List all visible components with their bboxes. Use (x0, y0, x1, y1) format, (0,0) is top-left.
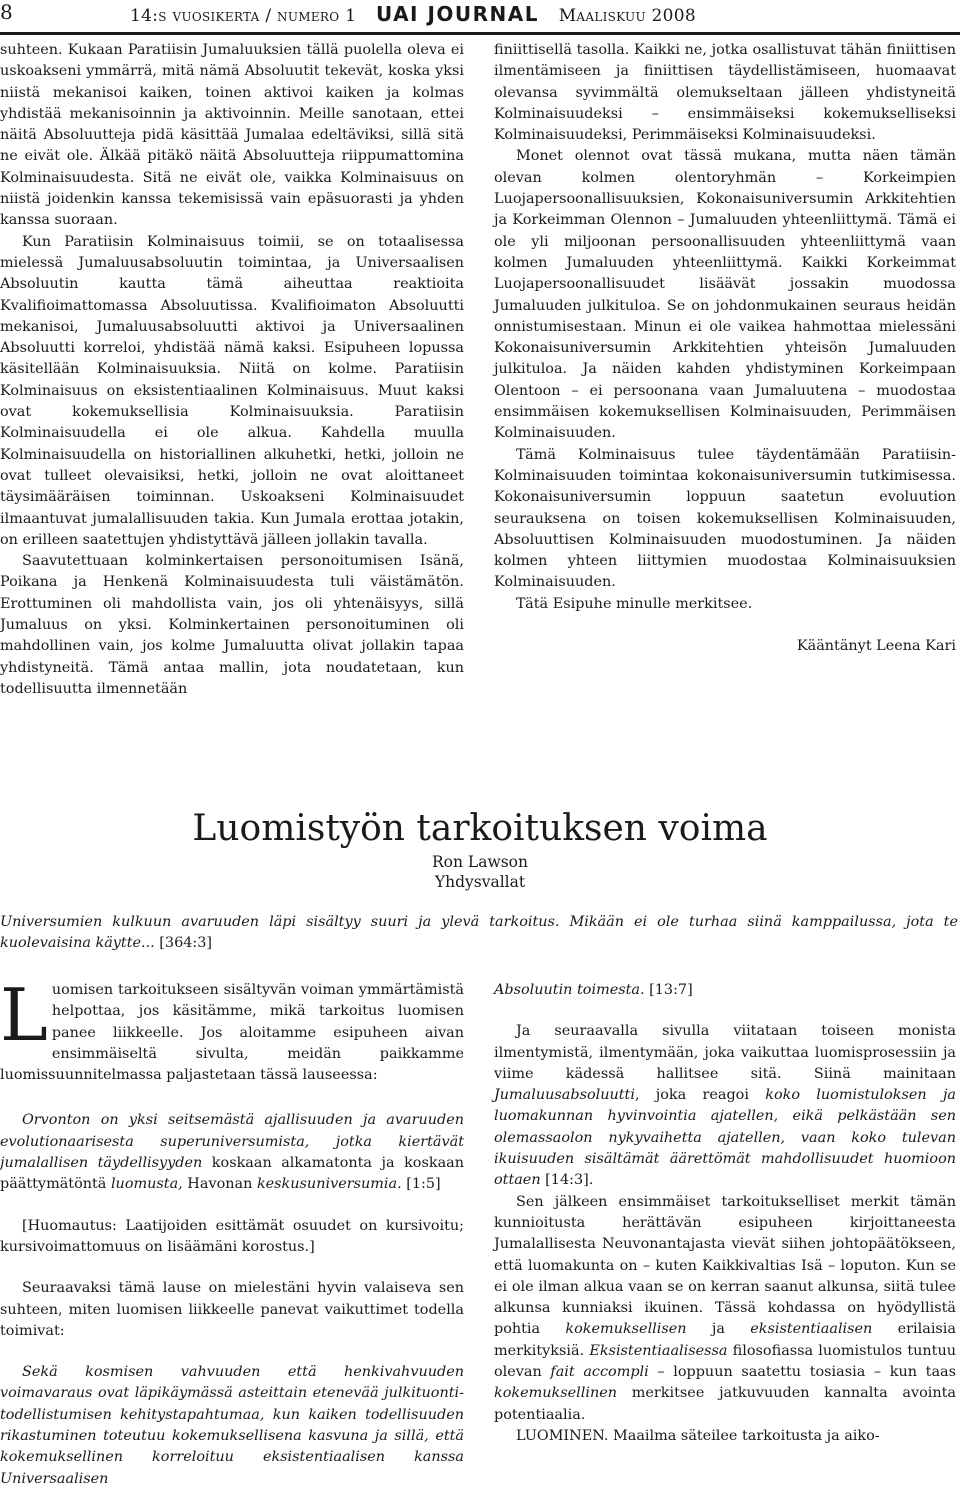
italic-run: kokemuksellisen (565, 1321, 687, 1338)
epigraph-ref: [364:3] (154, 935, 213, 951)
paragraph-creation (494, 1192, 956, 1426)
left-paragraph: Kun Paratiisin Kolminaisuus toimii, se on totaalisessa mielessä Jumaluusabsoluutin toimintaa, ja Universaalisen Absoluutin kautta tämä aiheuttaa reaktioita Kvalifioimattomassa Absoluutissa. Kvalifioimaton Absoluutti mekanisoi, Jumaluusabsoluutti aktivoi ja Universaalinen Absoluutti korreloi, yhdistää nämä kaksi. Esipuheen lopussa käsitellään Kolminaisuuksia. Niitä on kolme. Paratiisin Kolminaisuus on eksistentiaalinen Kolminaisuus. Muut kaksi ovat kokemuksellisia Kolminaisuuksia. Paratiisin Kolminaisuudella ei ole alkua. Kahdella muulla Kolminaisuudella on historiallinen alkuhetki, hetki, jolloin ne ovat tulleet olevaisiksi, hetki, jolloin ne ovat aloittaneet täysimääräisen toiminnan. Uskoakseni Kolminaisuudet ilmaantuvat jumalallisuuden takia. Kun Jumala erottaa jotakin, on erilleen saatettujen yhdistyttävä jälleen jollakin tavalla. (0, 233, 464, 548)
text-run: merkitsee jatkuvuuden kannalta avointa potentiaalia. (494, 1385, 956, 1423)
italic-run: kokemuksellinen (494, 1385, 618, 1402)
article-author: Ron Lawson (432, 853, 528, 871)
lead-paragraph: Seuraavaksi tämä lause on mielestäni hyvin valaiseva sen suhteen, miten luomisen liikkeelle panevat vaikuttimet todella toimivat: (0, 1280, 464, 1339)
left-paragraph: suhteen. Kukaan Paratiisin Jumaluuksien tällä puolella oleva ei uskoakseni ymmärrä, mitä nämä Absoluutit tekevät, koska yksi niistä mekanisoi kaiken, toinen aktivoi kaiken ja kolmas yhdistää mekanisoinnin ja aktivoinnin. Meille sanotaan, ettei näitä Absoluutteja pidä käsittää Jumalaa edeltäviksi, sillä sitä ne eivät ole. Älkää pitäkö näitä Absoluutteja riippumattomina Kolminaisuudesta. Sitä ne eivät ole, vaikka Kolminaisuus on niistä joidenkin kanssa tekemisissä vain epäsuorasti ja yhden kanssa suoraan. (0, 42, 464, 229)
quote-1-text-c: luomusta, (110, 1176, 183, 1193)
page-header (0, 0, 960, 30)
right-paragraph: Tämä Kolminaisuus tulee täydentämään Paratiisin-Kolminaisuuden toimintaa kokonaisuniversumin tutkimisessa. Kokonaisuniversumin loppuun saatetun evoluution seurauksena on toisen kokemuksellisen Kolminaisuuden, Absoluuttisen Kolminaisuuden muodostuminen. Ja näiden kolmen yhteen liittymien muodostaa Kolminaisuuksien Kolminaisuuden. (494, 446, 956, 591)
right-paragraph: Monet olennot ovat tässä mukana, mutta näen tämän olevan kolmen olentoryhmän – Korkeimpien Luojapersoonallisuuksien, Kokonaisuniversumin Arkkitehtien ja Korkeimman Olennon – Jumaluuden yhteenliittymä. Tämä ei ole yli miljoonan persoonallisuuden yhteenliittymä vaan kolmen Jumaluuden yhteenliittymä. Kaikki Korkeimmat Luojapersoonallisuudet lisäävät jossakin muodossa Jumaluuden julkituloa. Se on johdonmukainen seuraus heidän onnistumisestaan. Minun ei ole vaikea hahmottaa mielessäni Kokonaisuniversumin Arkkitehtien yhteisön Jumaluuden julkituloa. Ja näiden kahden yhdistyminen Korkeimpaan Olentoon – ei persoonana vaan Jumaluutena – muodostaa ensimmäisen kokemuksellisen Kolminaisuuden, Perimmäisen Kolminaisuuden. (494, 148, 956, 442)
intro-text: uomisen tarkoitukseen sisältyvän voiman ymmärtämistä helpottaa, jos käsitämme, mikä tarkoitus luomisen panee liikkeelle. Jos aloitamme esipuheen aivan ensimmäiseltä sivulta, meidän paikkamme luomissuunnitelmassa paljastetaan tässä lauseessa: (0, 982, 464, 1084)
bottom-left-column (0, 973, 464, 1490)
quote-1-text-e: keskusuniversumia. (256, 1176, 402, 1193)
text-run: Ja seuraavalla sivulla viitataan toiseen monista ilmentymistä, ilmentymään, joka vaikuttaa luomisprosessiin ja viime kädessä hallitsee sitä. Siinä mainitaan (494, 1023, 956, 1082)
quote-end-ref: [13:7] (644, 982, 693, 998)
section-start: LUOMINEN. Maailma säteilee tarkoitusta ja aiko- (516, 1427, 880, 1444)
right-column (494, 40, 956, 657)
italic-run: koko luomistuloksen ja luomakunnan hyvinvointia ajatellen, eikä pelkästään sen olemassaolon nykyvaihetta ajatellen, vaan koko tulevan ikuisuuden sisältämät äärettömät mahdollisuudet huomioon ottaen (494, 1087, 956, 1189)
quote-2: Sekä kosmisen vahvuuden että henkivahvuuden voimavaraus ovat läpikäymässä asteittain etenevää julkituonti-todellistumisen kehitystapahtumaa, kun kaiken todellisuuden rikastuminen toteutuu kokemuksellisena kasvuna ja sillä, että kokemuksellinen korreloituu eksistentiaalisen kanssa Universaalisen (0, 1364, 464, 1487)
text-run: ja (686, 1321, 751, 1338)
text-run: Sen jälkeen ensimmäiset tarkoitukselliset merkit tämän kunnioitusta herättävän esipuheen kirjoittaneesta Jumalallisesta Neuvonantajasta vievät siihen johtopäätökseen, että luomakunta on – kuten Kaikkivaltias Isä – loputon. Kun se ei ole ilman alkua vaan se on kerran saanut alkunsa, siitä tulee alkunsa kunniaksi ikuinen. Tässä kohdassa on hyödyllistä pohtia (494, 1193, 956, 1338)
quote-1 (0, 1110, 464, 1195)
epigraph-text: Universumien kulkuun avaruuden läpi sisältyy suuri ja ylevä tarkoitus. Mikään ei ole turhaa siinä kamppailussa, jota te kuolevaisina käytte... (0, 914, 958, 951)
text-run: erilaisia merkityksiä. (494, 1321, 956, 1359)
translator-credit: Kääntänyt Leena Kari (796, 638, 956, 655)
header-rule (0, 32, 960, 35)
issue-label: 14:s vuosikerta / numero 1 (130, 6, 357, 26)
right-paragraph: finiittisellä tasolla. Kaikki ne, jotka osallistuvat tähän finiittisen ilmentämiseen ja finiittisen täydellistämiseen, huomaavat olevansa syvimmältä olemukseltaan jälleen yhdistyneitä Kolminaisuudeksi – ensimmäiseksi kokemukselliseksi Kolminaisuudeksi, Perimmäiseksi Kolminaisuudeksi. (494, 42, 956, 144)
quote-end-text: Absoluutin toimesta. (494, 982, 645, 998)
quote-1-text-b: koskaan alkamatonta ja koskaan päättymätöntä (0, 1155, 464, 1193)
article-country: Yhdysvallat (434, 873, 526, 891)
italic-run: eksistentiaalisen (750, 1321, 873, 1338)
paragraph-absolute (494, 1021, 956, 1191)
right-paragraph: Tätä Esipuhe minulle merkitsee. (516, 595, 753, 612)
italic-run: Jumaluusabsoluutti (494, 1087, 635, 1104)
bottom-right-column (494, 980, 956, 1447)
intro-paragraph (0, 973, 464, 1086)
editor-note: [Huomautus: Laatijoiden esittämät osuudet on kursivoitu; kursivoimattomuus on lisäämäni korostus.] (0, 1217, 464, 1255)
italic-run: Eksistentiaalisessa (589, 1342, 728, 1359)
left-paragraph: Saavutettuaan kolminkertaisen personoitumisen Isänä, Poikana ja Henkenä Kolminaisuudesta tuli väistämätön. Erottuminen oli mahdollista vain, jos oli yhtenäisyys, sillä Jumaluus on yksi. Kolminkertainen personoituminen oli mahdollinen vain, jos kolme Jumaluutta olivat jollakin tapaa yhdistyneitä. Tämä antaa mallin, jota noudatetaan, kun todellisuutta ilmennetään (0, 553, 464, 697)
citation: [14:3]. (540, 1172, 594, 1189)
left-column (0, 40, 464, 700)
article-byline (0, 852, 960, 892)
article-epigraph (0, 912, 958, 954)
article-title: Luomistyön tarkoituksen voima (192, 808, 768, 849)
quote-1-text-d: Havonan (182, 1176, 257, 1193)
page-number: 8 (0, 0, 13, 24)
text-run: – loppuun saatettu tosiasia – kun taas (648, 1364, 956, 1381)
quote-1-ref: [1:5] (401, 1176, 441, 1193)
text-run: , joka reagoi (634, 1087, 766, 1104)
journal-name: UAI JOURNAL (375, 2, 539, 26)
italic-run: fait accompli (550, 1364, 649, 1381)
quote-end (494, 980, 956, 1001)
running-header (130, 2, 696, 26)
issue-date: Maaliskuu 2008 (558, 6, 697, 26)
quote-1-text: Orvonton on yksi seitsemästä ajallisuuden ja avaruuden evolutionaarisesta superuniversumista, jotka kiertävät jumalallisen täydellisyyden (0, 1112, 464, 1172)
drop-cap: L (0, 973, 48, 1057)
text-run: filosofiassa luomistulos tuntuu olevan (494, 1342, 956, 1381)
